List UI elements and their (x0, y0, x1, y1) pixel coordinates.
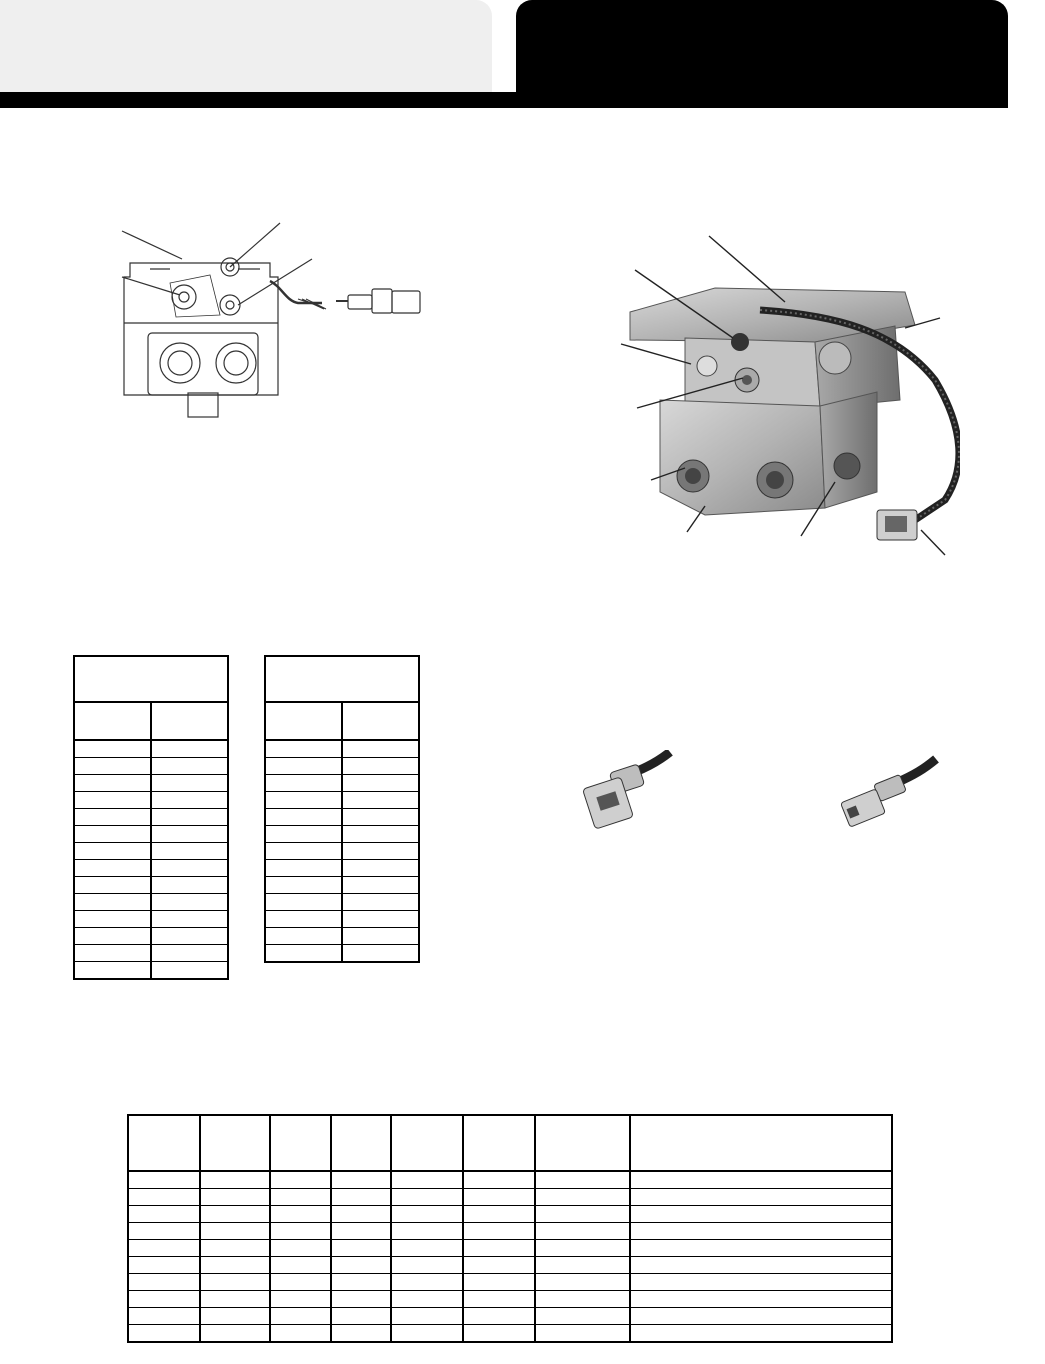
table-cell (74, 740, 151, 758)
table-middle (264, 655, 420, 963)
table-cell (265, 740, 342, 758)
header-rule (0, 92, 1008, 108)
table-cell (342, 740, 419, 758)
column-header (342, 702, 419, 740)
table-left (73, 655, 229, 980)
leader-line (238, 259, 312, 305)
leader-line (122, 231, 182, 259)
table-bottom (127, 1114, 893, 1343)
connector-male-photo (580, 750, 675, 832)
valve-photo (615, 230, 960, 560)
column-header (128, 1115, 200, 1171)
table-title (265, 656, 419, 702)
valve-line-drawing (110, 215, 440, 430)
leader-line (230, 223, 280, 267)
table-title (74, 656, 228, 702)
table-cell (128, 1171, 200, 1189)
column-header (265, 702, 342, 740)
header-tab-left (0, 0, 492, 92)
table-cell (151, 740, 228, 758)
column-header (151, 702, 228, 740)
connector-female-photo (834, 755, 939, 835)
column-header (74, 702, 151, 740)
